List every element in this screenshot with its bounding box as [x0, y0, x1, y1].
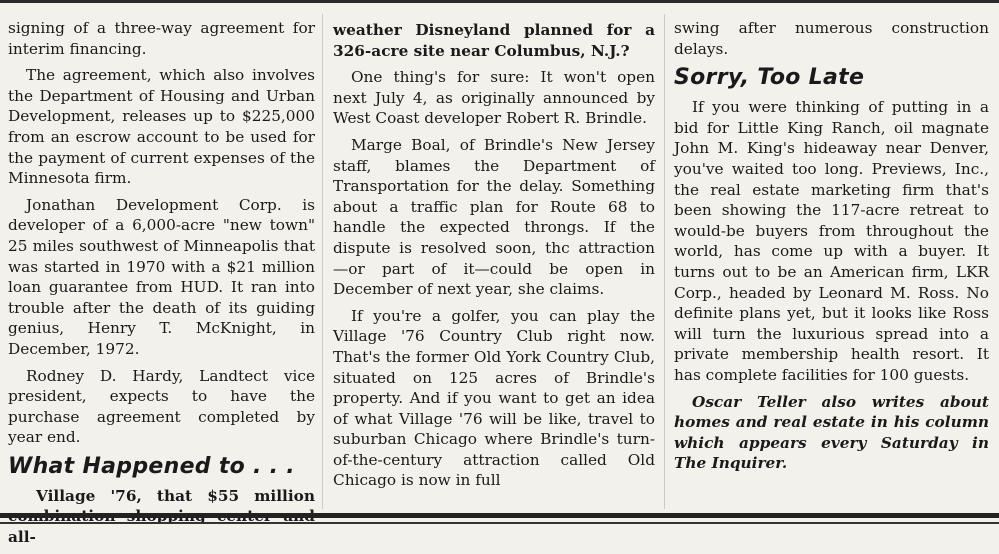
section-heading: Sorry, Too Late	[674, 65, 865, 91]
paragraph: Jonathan Development Corp. is developer of a 6,000-acre "new town" 25 miles southwest of Minneapolis that was started in 1970 with a $21 million loan guarantee from HUD. It ran into trouble after the death of its guiding genius, Henry T. McKnight, in December, 1972.	[8, 195, 315, 358]
paragraph: If you were thinking of putting in a bid for Little King Ranch, oil magnate John M. King's hideaway near Denver, you've waited too long. Previews, Inc., the real estate marketing firm that's been showing the 117-acre retreat to would-be buyers from throughout the world, has come up with a buyer. It turns out to be an American firm, LKR Corp., headed by Leonard M. Ross. No definite plans yet, but it looks like Ross will turn the luxurious spread into a private membership health resort. It has complete facilities for 100 guests.	[674, 98, 989, 384]
paragraph: swing after numerous construction delays.	[674, 19, 989, 58]
paragraph: Marge Boal, of Brindle's New Jersey staff, blames the Department of Transportation for the delay. Something about a traffic plan for Route 68 to handle the expected throngs. If the dispute is resolved soon, thc attraction —or part of it—could be open in December of next year, she claims.	[333, 135, 655, 299]
lead-in-text: Village '76, that $55 million all-	[8, 486, 315, 547]
paragraph: The agreement, which also involves the Department of Housing and Urban Development, releases up to $225,000 from an escrow account to be used for the payment of current expenses of the Minnesota firm.	[8, 66, 315, 188]
column-divider	[664, 14, 665, 509]
paragraph: Rodney D. Hardy, Landtect vice president, expects to have the purchase agreement completed by year end.	[8, 366, 315, 447]
top-rule	[0, 0, 999, 3]
bottom-rule-thin	[0, 522, 999, 524]
paragraph: signing of a three-way agreement for interim financing.	[8, 19, 315, 58]
section-heading: What Happened to . . .	[8, 453, 295, 479]
paragraph: One thing's for sure: It won't open next July 4, as originally announced by West Coast developer Robert R. Brindle.	[333, 68, 655, 128]
bottom-rule	[0, 513, 999, 518]
paragraph: If you're a golfer, you can play the Village '76 Country Club right now. That's the former Old York Country Club, situated on 125 acres of Brindle's property. And if you want to get an idea of what Village '76 will be like, travel to suburban Chicago where Brindle's turn-of-the-century attraction called Old Chicago is now in full	[333, 306, 655, 490]
column-divider	[322, 14, 323, 509]
article-column-1	[8, 18, 315, 554]
paragraph: weather Disneyland planned for a 326-acre site near Columbus, N.J.?	[333, 21, 655, 60]
author-bio: Oscar Teller also writes about homes and real estate in his column which appears every Saturday in The Inquirer.	[674, 392, 989, 473]
article-column-3	[674, 18, 989, 480]
article-column-2	[333, 20, 655, 497]
